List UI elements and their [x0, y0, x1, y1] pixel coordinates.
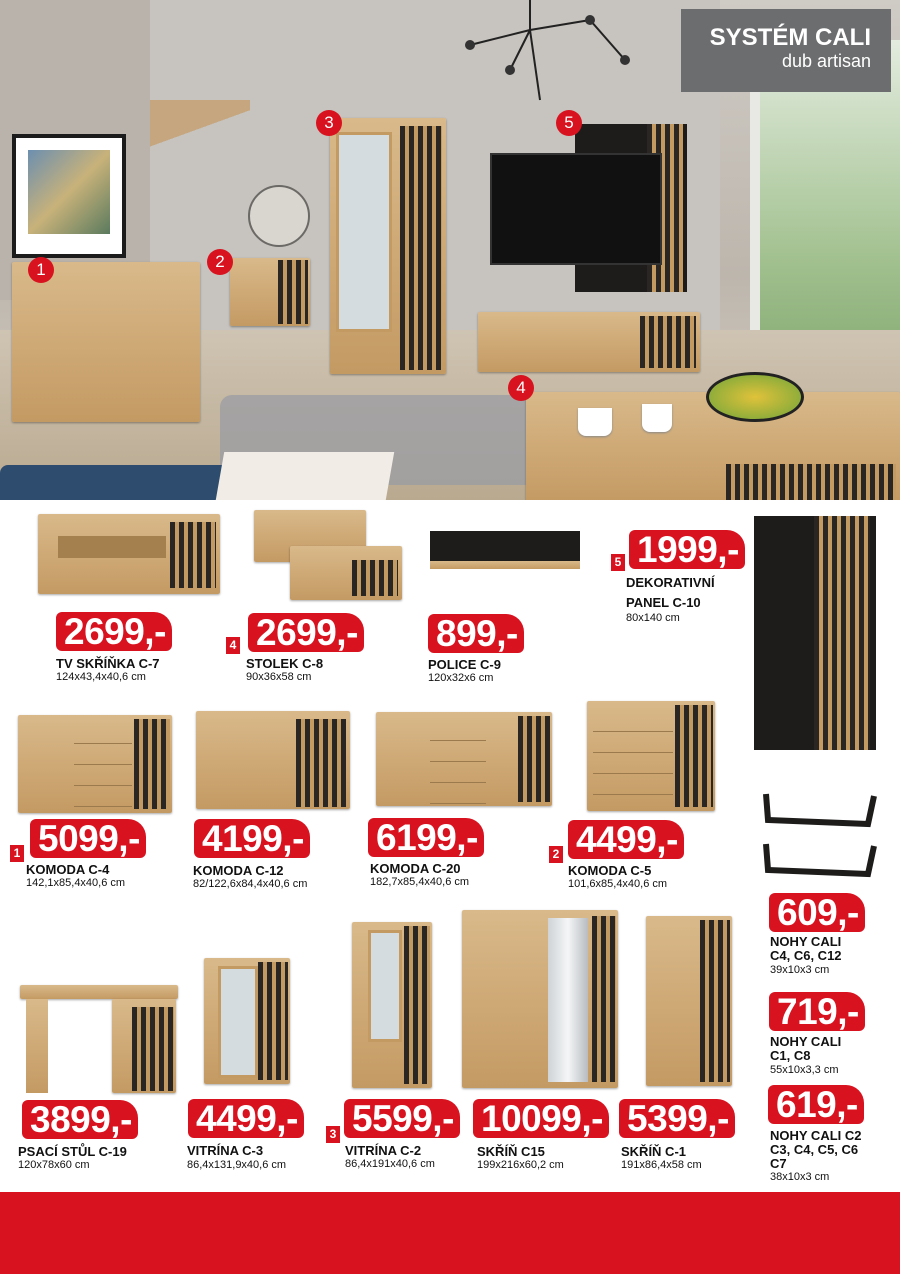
price-tag-c15: 10099,- [473, 1099, 609, 1138]
product-name-legs-1: NOHY CALI [770, 934, 842, 949]
hero-marker-4: 4 [508, 375, 534, 401]
product-image-legs [760, 790, 880, 880]
product-image-coffee-table [290, 546, 402, 600]
hero-marker-3: 3 [316, 110, 342, 136]
product-name2-legs-1: C4, C6, C12 [770, 948, 842, 963]
hero-tv-cabinet-c7 [478, 312, 700, 372]
product-dim-c19: 120x78x60 cm [18, 1159, 90, 1171]
round-mirror [248, 185, 310, 247]
product-image-desk-c19 [20, 985, 178, 1093]
price-tag-c10: 1999,- [629, 530, 745, 569]
product-name-c20: KOMODA C-20 [370, 861, 461, 876]
footer-band [0, 1192, 900, 1274]
product-name-legs-3: NOHY CALI C2 [770, 1128, 862, 1143]
product-image-shelf [430, 531, 580, 571]
product-name2-legs-3: C3, C4, C5, C6 [770, 1142, 859, 1157]
product-image-wardrobe-c1 [646, 916, 732, 1086]
product-dim-c8: 90x36x58 cm [246, 671, 312, 683]
hero-vitrina-c2 [330, 118, 446, 374]
product-image-decor-panel [754, 516, 876, 750]
product-name3-legs-3: C7 [770, 1156, 787, 1171]
product-name-c8: STOLEK C-8 [246, 656, 324, 671]
price-tag-c9: 899,- [428, 614, 524, 653]
product-name-c3: VITRÍNA C-3 [187, 1143, 264, 1158]
hero-komoda-c4 [12, 262, 200, 422]
price-tag-c20: 6199,- [368, 818, 484, 857]
product-dim-c10: 80x140 cm [626, 612, 680, 624]
hero-marker-2: 2 [207, 249, 233, 275]
product-image-komoda-c12 [196, 711, 350, 809]
product-name-c9: POLICE C-9 [428, 657, 501, 672]
system-title-box [681, 9, 891, 92]
sofa [0, 465, 230, 500]
staircase [150, 100, 250, 180]
hero-tv [490, 153, 662, 265]
product-image-vitrina-c2 [352, 922, 432, 1088]
price-tag-c7: 2699,- [56, 612, 172, 651]
price-tag-c4: 5099,- [30, 819, 146, 858]
price-tag-legs-2: 719,- [769, 992, 865, 1031]
hero-room-photo [0, 0, 900, 500]
pendant-lamp [450, 0, 640, 110]
fruit-bowl [706, 372, 804, 422]
product-dim-legs-1: 39x10x3 cm [770, 964, 830, 976]
product-image-komoda-c5 [587, 701, 715, 811]
hero-marker-5: 5 [556, 110, 582, 136]
product-name-c12: KOMODA C-12 [193, 863, 284, 878]
product-dim-c1: 191x86,4x58 cm [621, 1159, 702, 1171]
coffee-cup [642, 404, 672, 432]
product-dim-legs-2: 55x10x3,3 cm [770, 1064, 839, 1076]
product-name2-legs-2: C1, C8 [770, 1048, 811, 1063]
product-name-c10: DEKORATIVNÍ [626, 575, 715, 590]
product-dim-c3: 86,4x131,9x40,6 cm [187, 1159, 287, 1171]
product-dim-c7: 124x43,4x40,6 cm [56, 671, 146, 683]
price-tag-legs-3: 619,- [768, 1085, 864, 1124]
marker-5: 5 [611, 554, 625, 571]
product-dim-c2: 86,4x191x40,6 cm [345, 1158, 435, 1170]
price-tag-legs-1: 609,- [769, 893, 865, 932]
product-dim-c15: 199x216x60,2 cm [477, 1159, 564, 1171]
product-image-tv-cabinet [38, 514, 220, 594]
product-image-komoda-c20 [376, 712, 552, 806]
price-tag-c8: 2699,- [248, 613, 364, 652]
product-dim-c12: 82/122,6x84,4x40,6 cm [193, 878, 308, 890]
coffee-cup [578, 408, 612, 436]
product-name-c2: VITRÍNA C-2 [345, 1143, 422, 1158]
marker-4: 4 [226, 637, 240, 654]
marker-1: 1 [10, 845, 24, 862]
product-name-c15: SKŘÍŇ C15 [477, 1144, 545, 1159]
product-dim-c5: 101,6x85,4x40,6 cm [568, 878, 668, 890]
system-subtitle: dub artisan [781, 51, 871, 71]
product-dim-legs-3: 38x10x3 cm [770, 1171, 830, 1183]
price-tag-c2: 5599,- [344, 1099, 460, 1138]
marker-3: 3 [326, 1126, 340, 1143]
hero-komoda-c5 [230, 258, 310, 326]
product-name-c4: KOMODA C-4 [26, 862, 110, 877]
price-tag-c19: 3899,- [22, 1100, 138, 1139]
marker-2: 2 [549, 846, 563, 863]
product-image-komoda-c4 [18, 715, 172, 813]
product-dim-c20: 182,7x85,4x40,6 cm [370, 876, 470, 888]
price-tag-c3: 4499,- [188, 1099, 304, 1138]
product-name-c7: TV SKŘÍŇKA C-7 [56, 656, 160, 671]
product-name-c1: SKŘÍŇ C-1 [621, 1144, 687, 1159]
product-name-c19: PSACÍ STŮL C-19 [18, 1144, 127, 1159]
product-name-legs-2: NOHY CALI [770, 1034, 842, 1049]
product-image-vitrina-c3 [204, 958, 290, 1084]
hero-marker-1: 1 [28, 257, 54, 283]
product-name2-c10: PANEL C-10 [626, 595, 701, 610]
magazine [216, 452, 394, 500]
wall-art-frame [12, 134, 126, 258]
price-tag-c12: 4199,- [194, 819, 310, 858]
price-tag-c1: 5399,- [619, 1099, 735, 1138]
product-name-c5: KOMODA C-5 [568, 863, 652, 878]
product-dim-c9: 120x32x6 cm [428, 672, 494, 684]
price-tag-c5: 4499,- [568, 820, 684, 859]
system-title: SYSTÉM CALI [709, 24, 871, 51]
product-dim-c4: 142,1x85,4x40,6 cm [26, 877, 126, 889]
product-image-wardrobe-c15 [462, 910, 618, 1088]
